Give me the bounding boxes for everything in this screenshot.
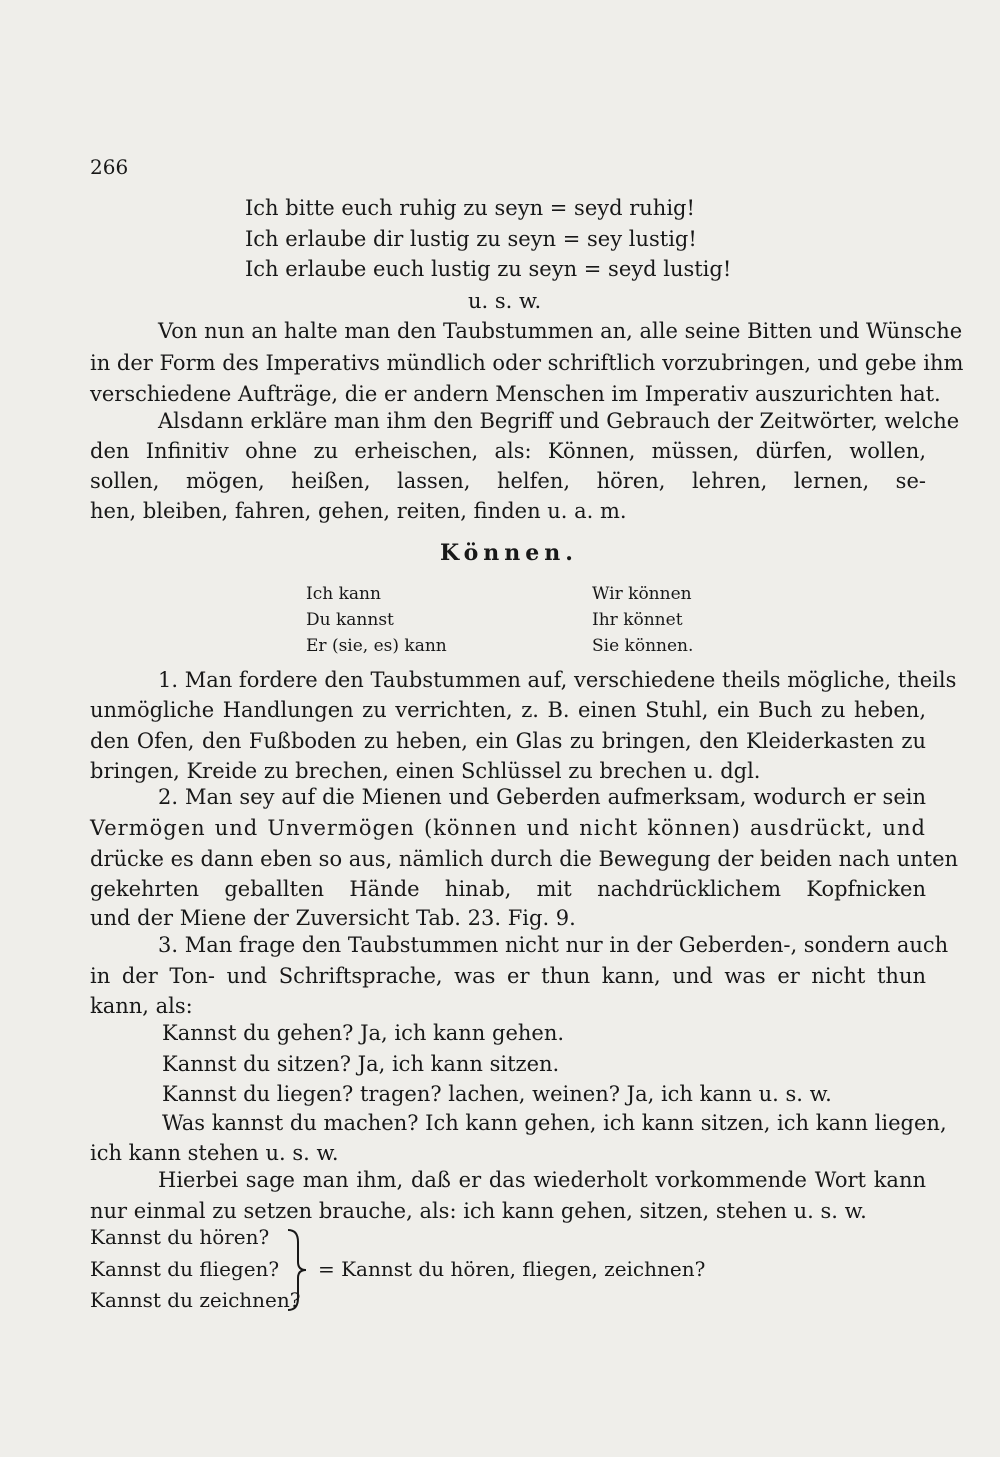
item-line: gekehrten geballten Hände hinab, mit nachdrücklichem Kopfnicken (90, 877, 926, 901)
paragraph-line: Hierbei sage man ihm, daß er das wiederholt vorkommende Wort kann (158, 1168, 926, 1192)
item-line: kann, als: (90, 994, 193, 1018)
item-line: drücke es dann eben so aus, nämlich durch die Bewegung der beiden nach unten (90, 847, 959, 871)
example-line: Ich erlaube euch lustig zu seyn = seyd lustig! (245, 257, 732, 281)
qa-line: Kannst du gehen? Ja, ich kann gehen. (162, 1021, 565, 1045)
conjugation-plural: Sie können. (592, 636, 694, 656)
item-line: 1. Man fordere den Taubstummen auf, verschiedene theils mögliche, theils (158, 668, 957, 692)
bracket-question: Kannst du zeichnen? (90, 1288, 301, 1312)
curly-brace-icon (286, 1228, 308, 1312)
example-line: Ich bitte euch ruhig zu seyn = seyd ruhig! (245, 196, 695, 220)
item-line: in der Ton- und Schriftsprache, was er thun kann, und was er nicht thun (90, 964, 926, 988)
conjugation-singular: Er (sie, es) kann (306, 636, 447, 656)
item-line: 3. Man frage den Taubstummen nicht nur in der Geberden-, sondern auch (158, 933, 949, 957)
conjugation-plural: Wir können (592, 584, 692, 604)
item-line: unmögliche Handlungen zu verrichten, z. B. einen Stuhl, ein Buch zu heben, (90, 698, 926, 722)
paragraph-line: Alsdann erkläre man ihm den Begriff und Gebrauch der Zeitwörter, welche (158, 409, 960, 433)
item-line: den Ofen, den Fußboden zu heben, ein Glas zu bringen, den Kleiderkasten zu (90, 729, 926, 753)
paragraph-line: verschiedene Aufträge, die er andern Menschen im Imperativ auszurichten hat. (90, 382, 941, 406)
item-line: Vermögen und Unvermögen (können und nicht können) ausdrückt, und (90, 816, 926, 840)
paragraph-line: nur einmal zu setzen brauche, als: ich kann gehen, sitzen, stehen u. s. w. (90, 1199, 867, 1223)
qa-line: Was kannst du machen? Ich kann gehen, ich kann sitzen, ich kann liegen, (162, 1111, 947, 1135)
paragraph-line: in der Form des Imperativs mündlich oder schriftlich vorzubringen, und gebe ihm (90, 351, 964, 375)
conjugation-heading: Können. (440, 540, 578, 566)
item-line: 2. Man sey auf die Mienen und Geberden aufmerksam, wodurch er sein (158, 785, 926, 809)
bracket-answer: = Kannst du hören, fliegen, zeichnen? (318, 1257, 706, 1281)
conjugation-singular: Du kannst (306, 610, 394, 630)
item-line: und der Miene der Zuversicht Tab. 23. Fig. 9. (90, 906, 576, 930)
conjugation-singular: Ich kann (306, 584, 381, 604)
item-line: bringen, Kreide zu brechen, einen Schlüssel zu brechen u. dgl. (90, 759, 761, 783)
paragraph-line: den Infinitiv ohne zu erheischen, als: Können, müssen, dürfen, wollen, (90, 439, 926, 463)
qa-line: Kannst du liegen? tragen? lachen, weinen? Ja, ich kann u. s. w. (162, 1082, 832, 1106)
conjugation-plural: Ihr könnet (592, 610, 683, 630)
paragraph-line: sollen, mögen, heißen, lassen, helfen, hören, lehren, lernen, se- (90, 469, 926, 493)
example-line: Ich erlaube dir lustig zu seyn = sey lustig! (245, 227, 697, 251)
qa-line: Kannst du sitzen? Ja, ich kann sitzen. (162, 1052, 560, 1076)
example-etc: u. s. w. (468, 289, 542, 313)
qa-line: ich kann stehen u. s. w. (90, 1141, 339, 1165)
bracket-question: Kannst du fliegen? (90, 1257, 280, 1281)
page-number: 266 (90, 155, 129, 179)
paragraph-line: hen, bleiben, fahren, gehen, reiten, finden u. a. m. (90, 499, 627, 523)
paragraph-line: Von nun an halte man den Taubstummen an, alle seine Bitten und Wünsche (158, 319, 963, 343)
bracket-question: Kannst du hören? (90, 1225, 270, 1249)
